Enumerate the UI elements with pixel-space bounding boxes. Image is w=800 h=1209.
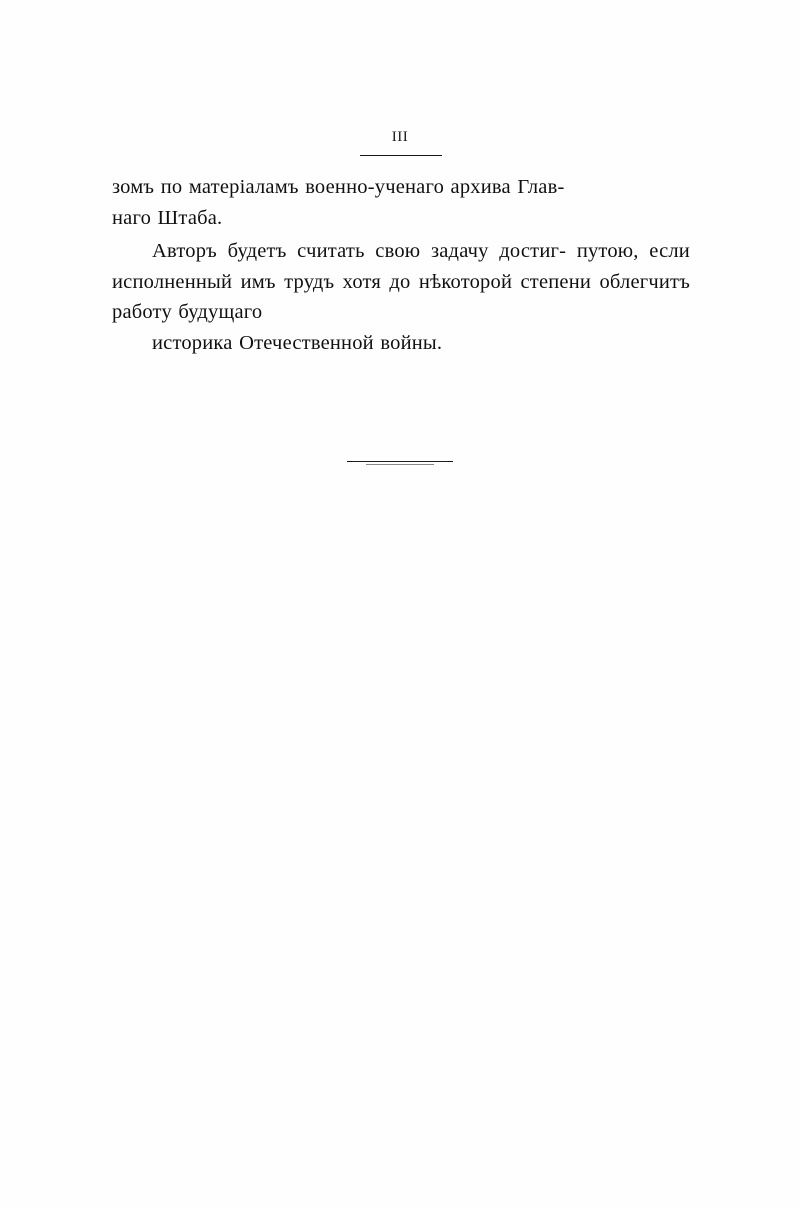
text-line: Авторъ будетъ считать свою задачу достиг- bbox=[152, 240, 567, 262]
text-line: нѣкоторой степени облегчитъ работу будущаго bbox=[112, 270, 690, 323]
folio-number: III bbox=[391, 129, 409, 145]
section-divider-rule bbox=[347, 461, 453, 462]
text-line: путою, если исполненный имъ трудъ хотя до bbox=[112, 240, 690, 293]
paragraph-continuation bbox=[112, 172, 690, 233]
text-line: зомъ по матеріаламъ военно-ученаго архива Глав- bbox=[112, 176, 565, 198]
page-header bbox=[0, 128, 800, 146]
text-line: историка Отечественной войны. bbox=[152, 331, 443, 354]
body-text-block bbox=[112, 172, 690, 358]
section-divider-rule-accent bbox=[366, 464, 434, 465]
text-line: наго Штаба. bbox=[112, 206, 223, 229]
header-divider-rule bbox=[360, 155, 442, 156]
paragraph-author-note bbox=[112, 236, 690, 358]
